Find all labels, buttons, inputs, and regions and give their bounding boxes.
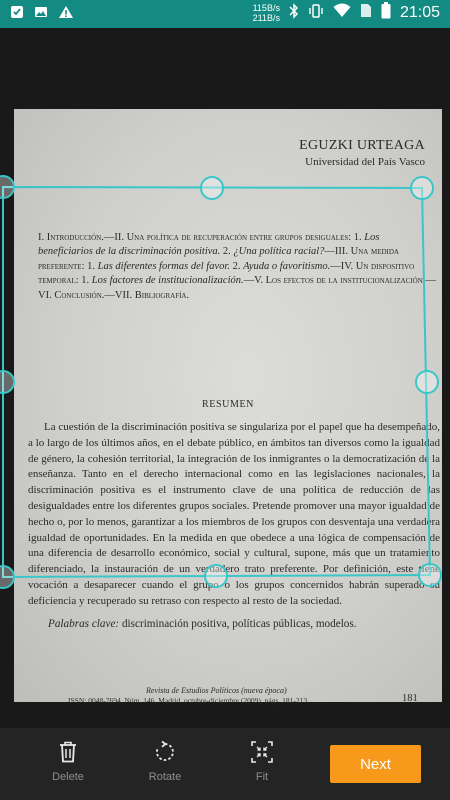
crop-handle-bottom-right[interactable]	[419, 564, 441, 586]
crop-handle-top-left[interactable]	[0, 176, 14, 198]
crop-handle-middle-left[interactable]	[0, 371, 14, 393]
resumen-heading: RESUMEN	[202, 399, 254, 410]
resumen-paragraph: La cuestión de la discriminación positiva se singulariza por el papel que ha desempeñado, a lo largo de los últimos años, en el debate público, en ámbitos tan diversos como la igualdad de género, la cohesión territorial, la integración de los inmigrantes o la democratización de la enseñanza. Tanto en el derecho internacional como en las legislaciones nacionales, la discriminación positiva es el instrumento clave de una política de reducción de las desigualdades entre los diferentes grupos sociales. Pretende promover una mayor igualdad de hecho o, por lo menos, garantizar a los miembros de los grupos con desventaja una verdadera igualdad de oportunidades. En la medida en que obedece a una lógica de compensación de una diferencia de desarrollo económico, social y cultural, supone, más que un tratamiento diferenciado, la instauración de un verdadero trato preferente. Por definición, este tiene vocación a desaparecer cuando el grupo o los grupos concernidos habrán superado su deficiencia y recuperado su retraso con respecto al resto de la sociedad.	[28, 421, 440, 607]
next-button[interactable]: Next	[330, 745, 421, 783]
rotate-label: Rotate	[148, 771, 182, 783]
bluetooth-icon	[289, 3, 299, 24]
image-icon	[34, 5, 48, 24]
camera-preview	[0, 28, 450, 728]
crop-handle-top-right[interactable]	[411, 177, 433, 199]
fit-label: Fit	[255, 771, 269, 783]
wifi-icon	[333, 3, 351, 23]
footer-page-number: 181	[402, 693, 418, 704]
footer-issn: ISSN: 0048-7694, Núm. 146, Madrid, octubre-diciembre (2009), págs. 181-213	[68, 696, 308, 705]
net-down-speed: 211B/s	[252, 13, 280, 23]
status-right-icons	[253, 2, 440, 24]
crop-handle-bottom-left[interactable]	[0, 566, 14, 588]
rotate-button[interactable]	[130, 740, 200, 783]
status-clock: 21:05	[399, 4, 440, 21]
table-of-contents: I. Introducción.—II. Una política de recuperación entre grupos desiguales: 1. Los beneficiarios de la discriminación positiva. 2. ¿Una política racial?—III. Una medida preferente: 1. Las diferentes formas del favor. 2. Ayuda o favoritismo.—IV. Un dispositivo temporal: 1. Los factores de institucionalización.—V. Los efectos de la institucionalización.—VI. Conclusión.—VII. Bibliografía.	[38, 232, 436, 301]
rotate-icon	[153, 740, 177, 764]
crop-frame[interactable]	[0, 28, 450, 728]
author-affiliation: Universidad del País Vasco	[305, 156, 425, 168]
vibrate-icon	[308, 3, 324, 24]
status-left-icons	[10, 5, 74, 24]
author-name: EGUZKI URTEAGA	[299, 138, 425, 153]
keywords-label: Palabras clave:	[48, 618, 120, 630]
notification-icon	[10, 5, 24, 24]
status-bar	[0, 0, 450, 28]
crop-boundary[interactable]	[3, 187, 430, 577]
crop-handle-bottom-middle[interactable]	[205, 565, 227, 587]
delete-button[interactable]	[33, 740, 103, 783]
keywords-text: discriminación positiva, políticas públicas, modelos.	[119, 618, 357, 630]
battery-icon	[381, 2, 391, 24]
trash-icon	[57, 740, 79, 764]
fit-icon	[250, 740, 274, 764]
crop-handle-middle-right[interactable]	[416, 371, 438, 393]
delete-label: Delete	[52, 771, 84, 783]
fit-button[interactable]	[227, 740, 297, 783]
crop-handle-top-middle[interactable]	[201, 177, 223, 199]
bottom-toolbar	[0, 728, 450, 800]
net-up-speed: 115B/s	[252, 3, 280, 13]
network-speed	[253, 3, 280, 23]
footer-journal: Revista de Estudios Políticos (nueva época)	[146, 686, 287, 695]
warning-icon	[58, 5, 74, 24]
sim-icon	[360, 3, 372, 23]
